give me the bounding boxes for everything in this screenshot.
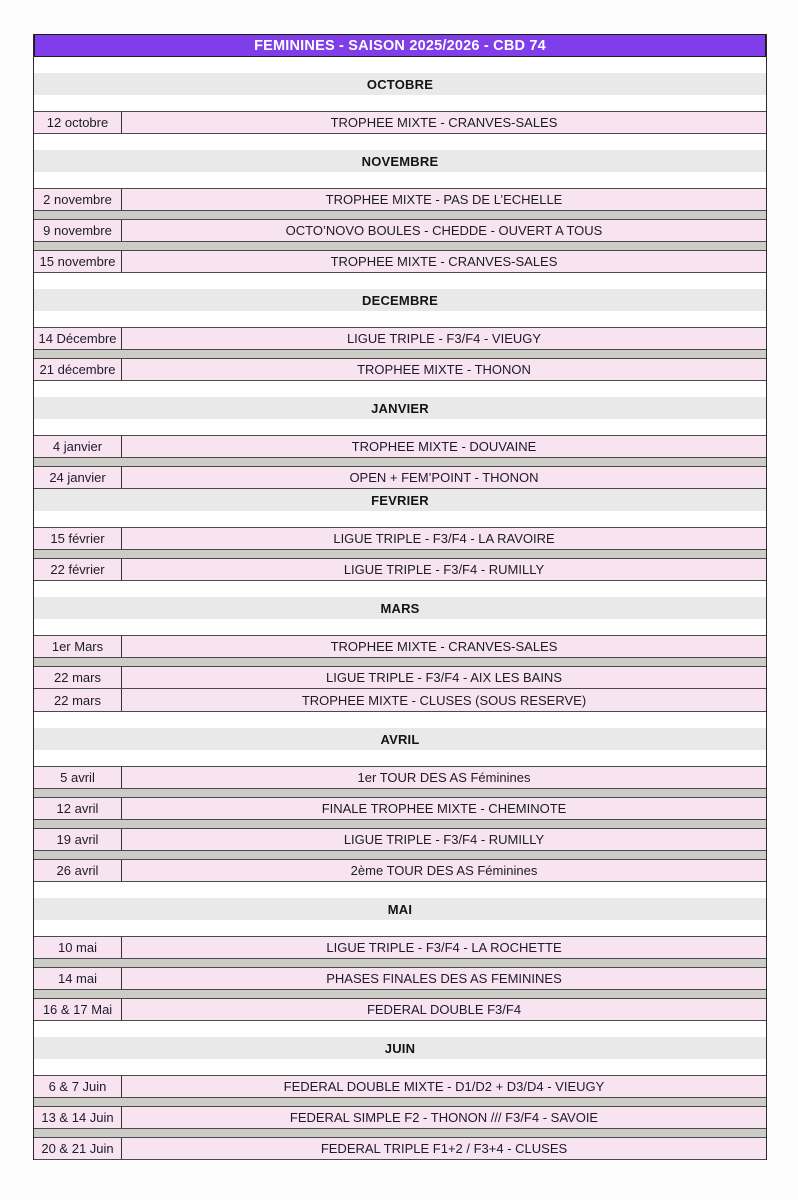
event-row xyxy=(34,1137,766,1160)
event-label-cell: LIGUE TRIPLE - F3/F4 - LA RAVOIRE xyxy=(333,531,555,546)
event-label-cell: 2ème TOUR DES AS Féminines xyxy=(350,863,538,878)
event-label-cell: 1er TOUR DES AS Féminines xyxy=(357,770,531,785)
event-label-cell: TROPHEE MIXTE - CLUSES (SOUS RESERVE) xyxy=(301,692,587,708)
month-header-juin xyxy=(34,1037,766,1059)
month-label: MAI xyxy=(387,901,413,917)
spacer-row xyxy=(34,511,766,527)
spacer-row xyxy=(34,172,766,188)
event-label-cell: LIGUE TRIPLE - F3/F4 - RUMILLY xyxy=(343,562,545,577)
event-row xyxy=(34,828,766,851)
event-label-cell: FINALE TROPHEE MIXTE - CHEMINOTE xyxy=(321,801,567,816)
event-label-cell: TROPHEE MIXTE - CRANVES-SALES xyxy=(330,254,558,269)
event-row xyxy=(34,766,766,789)
event-row xyxy=(34,936,766,959)
separator-row xyxy=(34,959,766,967)
event-row xyxy=(34,1075,766,1098)
event-label-cell: FEDERAL TRIPLE F1+2 / F3+4 - CLUSES xyxy=(320,1141,568,1156)
separator-row xyxy=(34,550,766,558)
separator-row xyxy=(34,1129,766,1137)
event-date-cell: 9 novembre xyxy=(34,220,122,241)
event-label-cell: FEDERAL DOUBLE F3/F4 xyxy=(366,1002,522,1017)
event-row xyxy=(34,435,766,458)
event-date-cell: 20 & 21 Juin xyxy=(34,1138,122,1159)
event-row xyxy=(34,111,766,134)
event-row xyxy=(34,689,766,712)
separator-row xyxy=(34,350,766,358)
event-date-cell: 12 octobre xyxy=(34,112,122,133)
event-date-cell: 4 janvier xyxy=(34,436,122,457)
event-label-cell: OCTO’NOVO BOULES - CHEDDE - OUVERT A TOUS xyxy=(285,223,603,238)
event-date-cell: 16 & 17 Mai xyxy=(34,999,122,1020)
event-date-cell: 5 avril xyxy=(34,767,122,788)
event-row xyxy=(34,527,766,550)
spacer-row xyxy=(34,1021,766,1037)
event-date-cell: 14 Décembre xyxy=(34,328,122,349)
spacer-row xyxy=(34,273,766,289)
event-row xyxy=(34,635,766,658)
page-title: FEMININES - SAISON 2025/2026 - CBD 74 xyxy=(254,37,546,54)
event-label-cell: TROPHEE MIXTE - PAS DE L’ECHELLE xyxy=(325,192,563,207)
event-label-cell: TROPHEE MIXTE - CRANVES-SALES xyxy=(330,115,558,130)
month-header-novembre xyxy=(34,150,766,172)
month-header-janvier xyxy=(34,397,766,419)
separator-row xyxy=(34,990,766,998)
calendar-title-bar xyxy=(34,34,766,57)
separator-row xyxy=(34,658,766,666)
event-date-cell: 6 & 7 Juin xyxy=(34,1076,122,1097)
event-date-cell: 15 novembre xyxy=(34,251,122,272)
event-row xyxy=(34,1106,766,1129)
event-date-cell: 1er Mars xyxy=(34,636,122,657)
month-label: JANVIER xyxy=(371,400,429,416)
month-label: DECEMBRE xyxy=(362,292,438,308)
spacer-row xyxy=(34,750,766,766)
event-label-cell: TROPHEE MIXTE - CRANVES-SALES xyxy=(330,639,558,654)
month-header-fevrier xyxy=(34,489,766,511)
event-date-cell: 2 novembre xyxy=(34,189,122,210)
separator-row xyxy=(34,851,766,859)
month-label: JUIN xyxy=(384,1040,416,1056)
event-date-cell: 12 avril xyxy=(34,798,122,819)
month-label: AVRIL xyxy=(380,731,420,747)
event-row xyxy=(34,219,766,242)
event-row xyxy=(34,797,766,820)
calendar-body xyxy=(34,57,766,1160)
event-label-cell: LIGUE TRIPLE - F3/F4 - AIX LES BAINS xyxy=(325,670,562,685)
calendar-table xyxy=(33,34,767,1160)
event-row xyxy=(34,250,766,273)
event-date-cell: 15 février xyxy=(34,528,122,549)
spacer-row xyxy=(34,57,766,73)
spacer-row xyxy=(34,1059,766,1075)
separator-row xyxy=(34,458,766,466)
event-label-cell: FEDERAL SIMPLE F2 - THONON /// F3/F4 - SAVOIE xyxy=(289,1110,599,1125)
event-label-cell: LIGUE TRIPLE - F3/F4 - LA ROCHETTE xyxy=(326,940,562,955)
event-label-cell: LIGUE TRIPLE - F3/F4 - RUMILLY xyxy=(343,832,545,847)
event-row xyxy=(34,558,766,581)
spacer-row xyxy=(34,712,766,728)
event-label-cell: LIGUE TRIPLE - F3/F4 - VIEUGY xyxy=(346,331,542,346)
month-label: OCTOBRE xyxy=(366,76,434,92)
spacer-row xyxy=(34,419,766,435)
month-header-avril xyxy=(34,728,766,750)
event-label-cell: TROPHEE MIXTE - DOUVAINE xyxy=(351,439,537,454)
event-row xyxy=(34,967,766,990)
spacer-row xyxy=(34,882,766,898)
separator-row xyxy=(34,1098,766,1106)
separator-row xyxy=(34,242,766,250)
month-header-mars xyxy=(34,597,766,619)
spacer-row xyxy=(34,581,766,597)
event-row xyxy=(34,358,766,381)
event-date-cell: 21 décembre xyxy=(34,359,122,380)
month-label: NOVEMBRE xyxy=(361,153,439,169)
spacer-row xyxy=(34,619,766,635)
event-row xyxy=(34,666,766,689)
spacer-row xyxy=(34,95,766,111)
separator-row xyxy=(34,820,766,828)
event-date-cell: 22 mars xyxy=(34,667,122,688)
event-date-cell: 22 mars xyxy=(34,689,122,711)
separator-row xyxy=(34,211,766,219)
event-row xyxy=(34,466,766,489)
event-row xyxy=(34,998,766,1021)
event-date-cell: 26 avril xyxy=(34,860,122,881)
event-row xyxy=(34,188,766,211)
event-date-cell: 19 avril xyxy=(34,829,122,850)
month-label: FEVRIER xyxy=(371,492,429,508)
event-date-cell: 24 janvier xyxy=(34,467,122,488)
month-header-mai xyxy=(34,898,766,920)
event-label-cell: FEDERAL DOUBLE MIXTE - D1/D2 + D3/D4 - VIEUGY xyxy=(283,1079,605,1094)
event-date-cell: 22 février xyxy=(34,559,122,580)
event-date-cell: 10 mai xyxy=(34,937,122,958)
month-label: MARS xyxy=(380,600,420,616)
month-header-decembre xyxy=(34,289,766,311)
spacer-row xyxy=(34,381,766,397)
month-header-octobre xyxy=(34,73,766,95)
event-label-cell: OPEN + FEM’POINT - THONON xyxy=(349,470,539,485)
event-date-cell: 13 & 14 Juin xyxy=(34,1107,122,1128)
event-label-cell: PHASES FINALES DES AS FEMININES xyxy=(326,971,562,986)
event-row xyxy=(34,327,766,350)
separator-row xyxy=(34,789,766,797)
event-label-cell: TROPHEE MIXTE - THONON xyxy=(357,362,531,377)
spacer-row xyxy=(34,920,766,936)
event-date-cell: 14 mai xyxy=(34,968,122,989)
spacer-row xyxy=(34,311,766,327)
spacer-row xyxy=(34,134,766,150)
event-row xyxy=(34,859,766,882)
